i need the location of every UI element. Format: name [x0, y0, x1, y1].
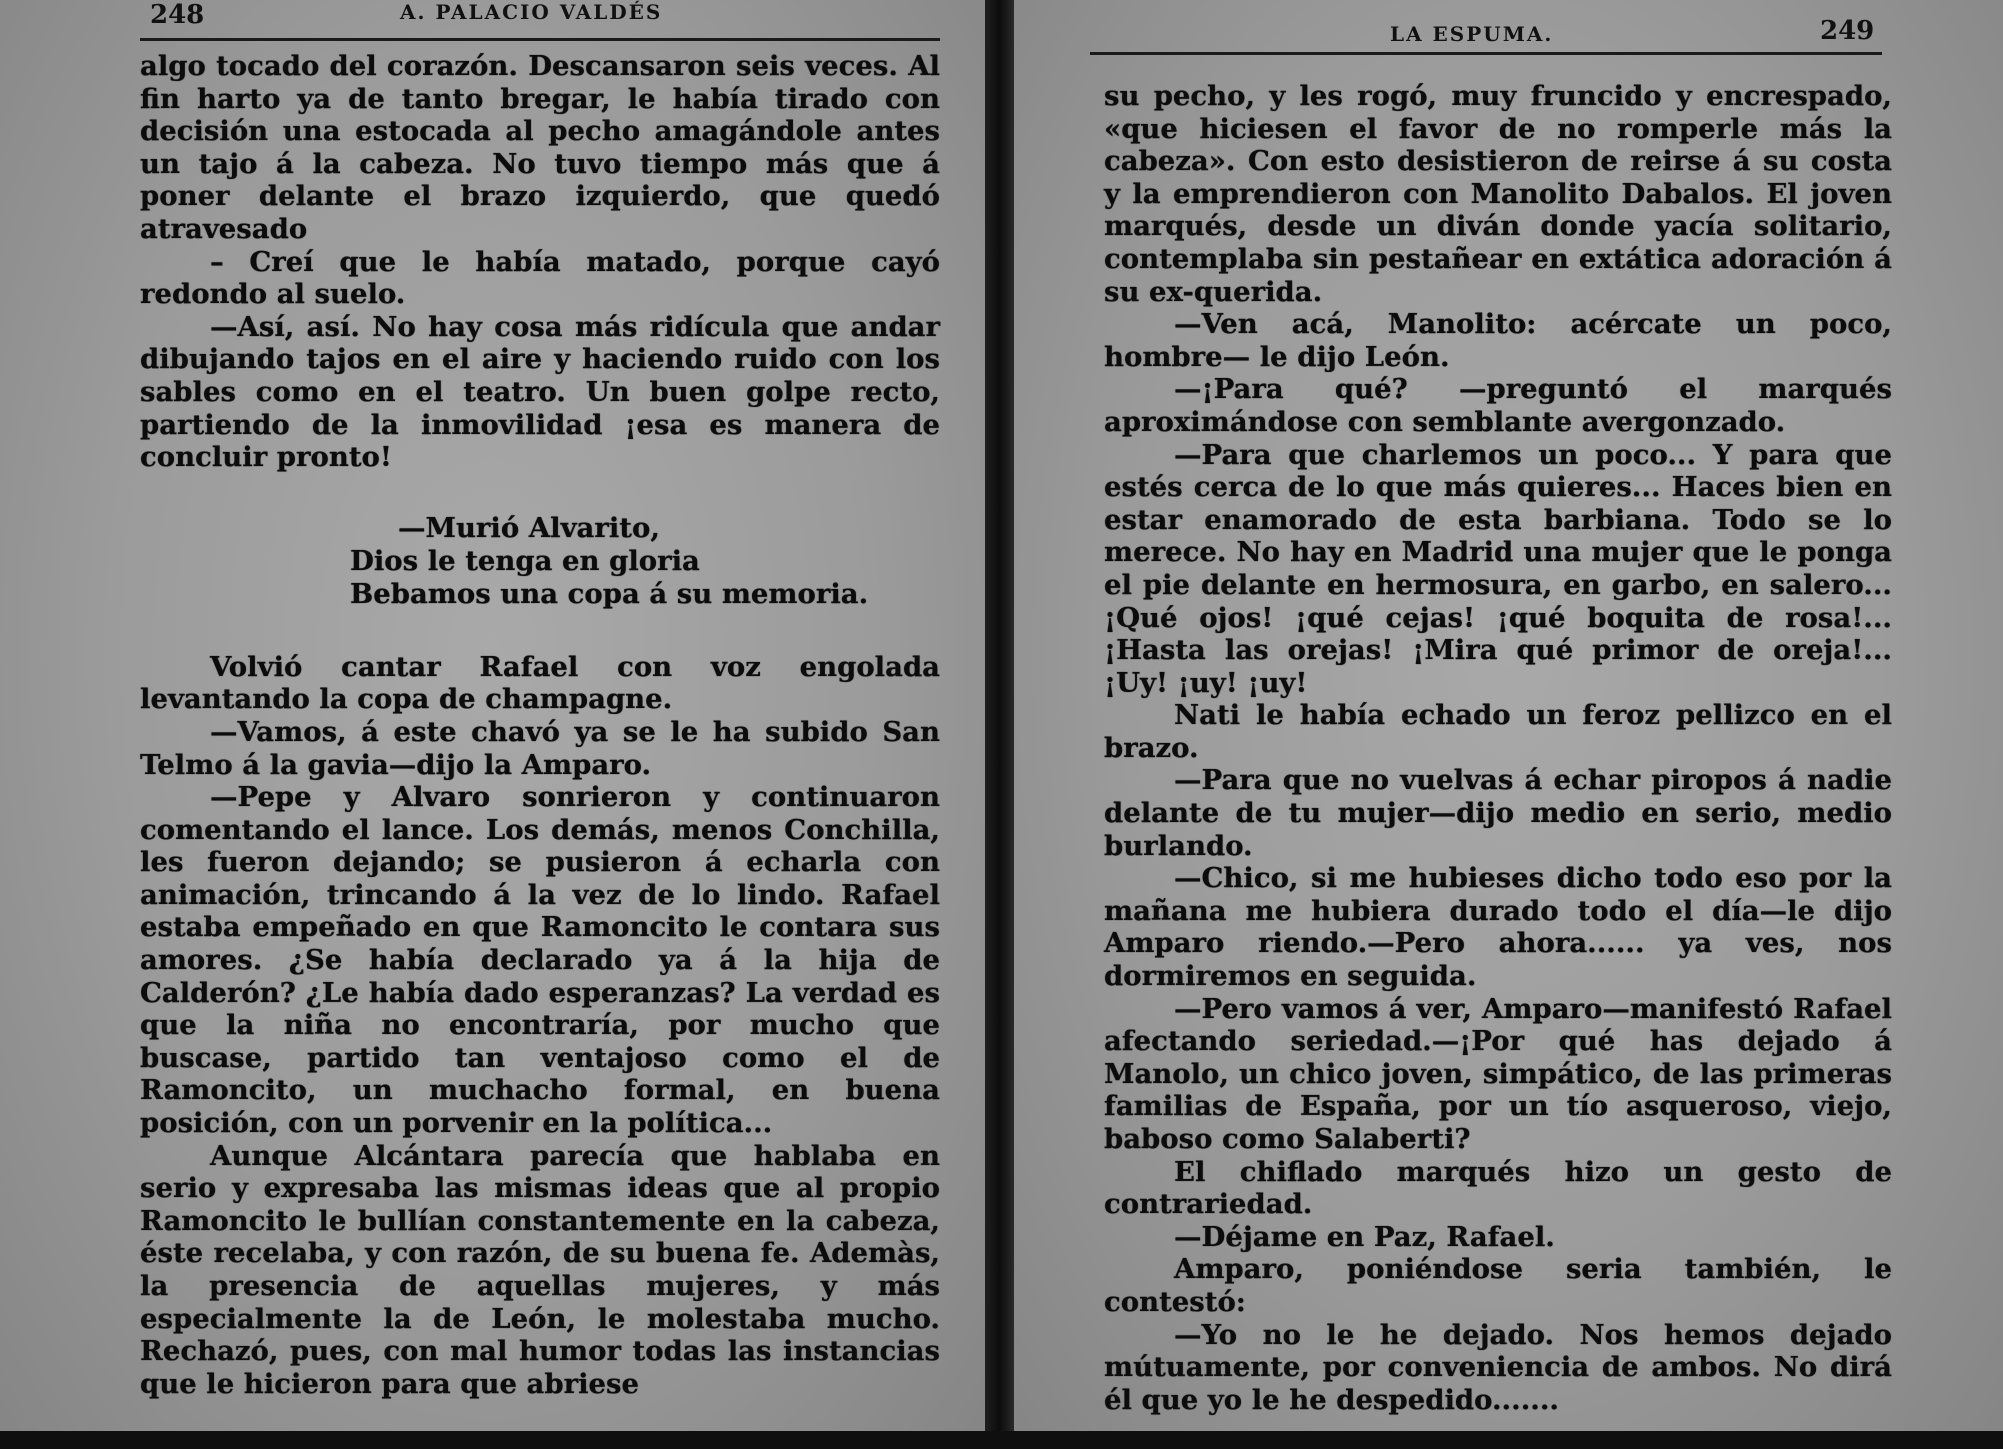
paragraph: —Así, así. No hay cosa más ridícula que andar dibujando tajos en el aire y haciendo ruido con los sables como en el teatro. Un buen golpe recto, partiendo de la inmovilidad ¡esa es manera de concluir pronto! [140, 310, 940, 474]
right-page [1014, 0, 2003, 1449]
right-running-title: LA ESPUMA. [1390, 22, 1554, 46]
paragraph: —Pero vamos á ver, Amparo—manifestó Rafael afectando seriedad.—¡Por qué has dejado á Manolo, un chico joven, simpático, de las primeras familias de España, por un tío asqueroso, viejo, baboso como Salaberti? [1104, 992, 1892, 1155]
paragraph: Amparo, poniéndose seria también, le contestó: [1104, 1253, 1892, 1318]
left-running-head [140, 0, 940, 41]
paragraph: Nati le había echado un feroz pellizco en el brazo. [1104, 699, 1892, 764]
right-running-head [1090, 16, 1882, 55]
paragraph: —Ven acá, Manolito: acércate un poco, hombre— le dijo León. [1104, 308, 1892, 373]
left-page-text [140, 50, 940, 1400]
paragraph: —Déjame en Paz, Rafael. [1174, 1220, 1555, 1253]
paragraph: —Yo no le he dejado. Nos hemos dejado mútuamente, por conveniencia de ambos. No dirá él que yo le he despedido....... [1104, 1318, 1892, 1416]
paragraph: —Chico, si me hubieses dicho todo eso por la mañana me hubiera durado todo el día—le dijo Amparo riendo.—Pero ahora...... ya ves, nos dormiremos en seguida. [1104, 862, 1892, 993]
paragraph: —Pepe y Alvaro sonrieron y continuaron comentando el lance. Los demás, menos Conchilla, les fueron dejando; se pusieron á echarla con animación, trincando á la vez de lo lindo. Rafael estaba empeñado en que Ramoncito le contara sus amores. ¿Se había declarado ya á la hija de Calderón? ¿Le había dado esperanzas? La verdad es que la niña no encontraría, por mucho que buscase, partido tan ventajoso como el de Ramoncito, un muchacho formal, en buena posición, con un porvenir en la política... [140, 781, 940, 1140]
paragraph: —Para que no vuelvas á echar piropos á nadie delante de tu mujer—dijo medio en serio, medio burlando. [1104, 764, 1892, 862]
paragraph: algo tocado del corazón. Descansaron seis veces. Al fin harto ya de tanto bregar, le había tirado con decisión una estocada al pecho amagándole antes un tajo á la cabeza. No tuvo tiempo más que á poner delante el brazo izquierdo, que quedó atravesado [140, 50, 940, 245]
paragraph: —Para que charlemos un poco... Y para que estés cerca de lo que más quieres... Haces bien en estar enamorado de esta barbiana. Todo se lo merece. No hay en Madrid una mujer que le ponga el pie delante en hermosura, en garbo, en salero... ¡Qué ojos! ¡qué cejas! ¡qué boquita de rosa!... ¡Hasta las orejas! ¡Mira qué primor de oreja!... ¡Uy! ¡uy! ¡uy! [1104, 438, 1892, 699]
paragraph: —Vamos, á este chavó ya se le ha subido San Telmo á la gavia—dijo la Amparo. [140, 715, 940, 781]
left-page [0, 0, 985, 1449]
bottom-edge-shadow [0, 1431, 2003, 1449]
left-running-title: A. PALACIO VALDÉS [400, 0, 663, 24]
right-page-text [1104, 80, 1892, 1416]
verse-line: —Murió Alvarito, [398, 511, 660, 544]
paragraph: El chiflado marqués hizo un gesto de contrariedad. [1104, 1155, 1892, 1221]
paragraph: – Creí que le había matado, porque cayó redondo al suelo. [140, 245, 940, 311]
verse-block [350, 512, 940, 611]
paragraph: Volvió cantar Rafael con voz engolada levantando la copa de champagne. [140, 650, 940, 716]
paragraph: —¡Para qué? —preguntó el marqués aproximándose con semblante avergonzado. [1104, 373, 1892, 438]
left-page-number: 248 [150, 0, 205, 30]
paragraph: Aunque Alcántara parecía que hablaba en serio y expresaba las mismas ideas que al propio Ramoncito le bullían constantemente en la cabeza, éste recelaba, y con razón, de su buena fe. Ademàs, la presencia de aquellas mujeres, y más especialmente la de León, le molestaba mucho. Rechazó, pues, con mal humor todas las instancias que le hicieron para que abriese [140, 1139, 940, 1400]
paragraph: su pecho, y les rogó, muy fruncido y encrespado, «que hiciesen el favor de no romperle más la cabeza». Con esto desistieron de reirse á su costa y la emprendieron con Manolito Dabalos. El joven marqués, desde un diván donde yacía solitario, contemplaba sin pestañear en extática adoración á su ex-querida. [1104, 80, 1892, 308]
book-gutter [985, 0, 1014, 1449]
verse-line: Bebamos una copa á su memoria. [350, 577, 869, 610]
verse-line: Dios le tenga en gloria [350, 544, 700, 577]
right-page-number: 249 [1820, 16, 1875, 46]
